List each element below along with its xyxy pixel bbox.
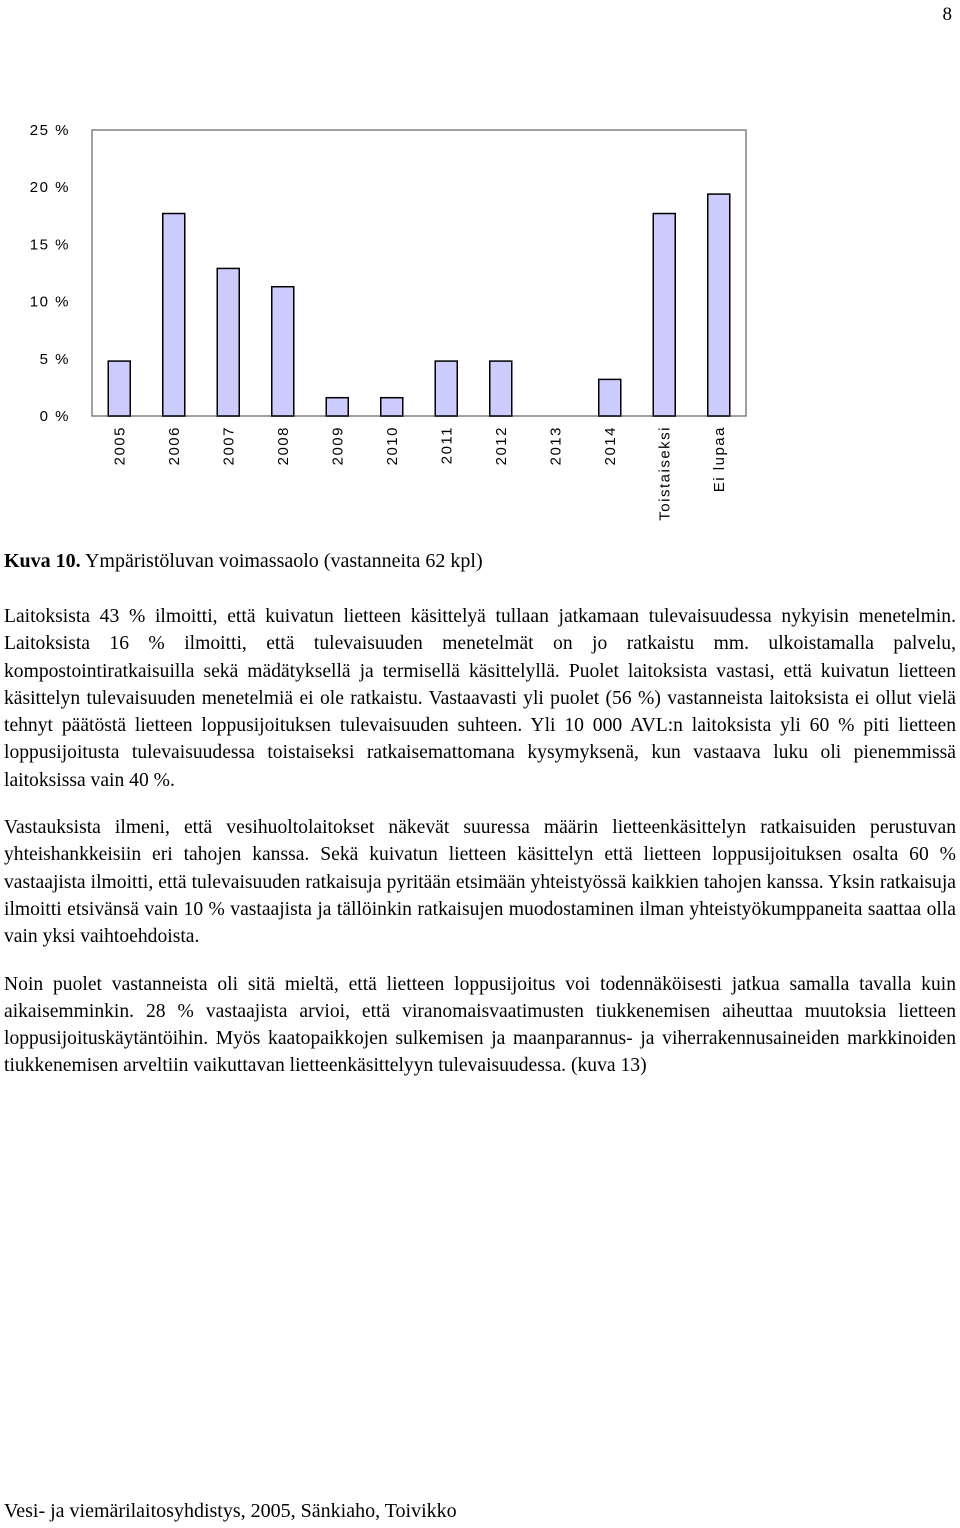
bars — [108, 194, 730, 416]
paragraph: Noin puolet vastanneista oli sitä mieltä, että lietteen loppusijoitus voi todennäköisesti jatkua samalla tavalla kuin aikaisemminkin. 28 % vastaajista arvioi, että viranomaisvaatimusten tiukkenemisen aiheuttaa muutoksia lietteen loppusijoituskäytäntöihin. Myös kaatopaikkojen sulkemisen ja maanparannus- ja viherrakennusaineiden markkinoiden tiukkenemisen arveltiin vaikuttavan lietteenkäsittelyyn tulevaisuudessa. (kuva 13) — [4, 973, 956, 1077]
bar — [435, 361, 457, 416]
plot-frame — [92, 130, 746, 416]
x-category-label: 2014 — [601, 426, 619, 466]
paragraph: Laitoksista 43 % ilmoitti, että kuivatun lietteen käsittelyä tullaan jatkamaan tulevaisuudessa nykyisin menetelmin. Laitoksista 16 % ilmoitti, että tulevaisuuden menetelmät on jo ratkaistu mm. ulkoistamalla palvelu, kompostointiratkaisuilla sekä mädätyksellä ja termisellä käsittelyllä. Puolet laitoksista vastasi, että kuivatun lietteen käsittelyn tulevaisuuden menetelmiä ei ole ratkaistu. Vastaavasti yli puolet (56 %) vastanneista laitoksista ei ollut vielä tehnyt päätöstä lietteen loppusijoituksen tulevaisuuden suhteen. Yli 10 000 AVL:n laitoksista yli 60 % piti lietteen loppusijoitusta tulevaisuudessa toistaiseksi ratkaisemattomana kysymyksenä, kun vastaava luku oli pienemmissä laitoksissa vain 40 %. — [4, 606, 956, 791]
bar-chart — [0, 110, 760, 540]
x-category-label: 2010 — [383, 426, 401, 466]
x-category-label: 2012 — [492, 426, 510, 466]
bar — [490, 361, 512, 416]
bar — [272, 287, 294, 416]
y-tick-label: 5 % — [39, 350, 70, 368]
y-tick-label: 20 % — [29, 179, 70, 197]
figure-caption-text: Ympäristöluvan voimassaolo (vastanneita 62 kpl) — [84, 550, 483, 572]
x-category-label: 2006 — [165, 426, 183, 466]
x-category-label: 2005 — [111, 426, 129, 466]
bar — [108, 361, 130, 416]
y-tick-label: 25 % — [29, 122, 70, 139]
y-tick-label: 15 % — [29, 236, 70, 254]
body-text — [4, 603, 956, 1100]
x-category-label: 2013 — [547, 426, 565, 466]
y-tick-label: 10 % — [29, 293, 70, 311]
bar — [381, 398, 403, 416]
x-category-label: 2008 — [274, 426, 292, 466]
bar — [708, 194, 730, 416]
x-category-label: 2011 — [438, 426, 456, 465]
paragraph: Vastauksista ilmeni, että vesihuoltolaitokset näkevät suuressa määrin lietteenkäsittelyn ratkaisuiden perustuvan yhteishankkeisiin eri tahojen kanssa. Sekä kuivatun lietteen käsittelyn että lietteen loppusijoituksen osalta 60 % vastaajista ilmoitti, että tulevaisuuden ratkaisuja pyritään etsimään yhteistyössä kaikkien tahojen kanssa. Yksin ratkaisuja ilmoitti etsivänsä vain 10 % vastaajista ja tällöinkin ratkaisujen muodostaminen ilman yhteistyökumppaneita saattaa olla vain yksi vaihtoehdoista. — [4, 817, 956, 948]
bar — [163, 214, 185, 416]
bar — [599, 379, 621, 416]
bar — [326, 398, 348, 416]
x-axis-labels — [111, 426, 728, 521]
footer: Vesi- ja viemärilaitosyhdistys, 2005, Sänkiaho, Toivikko — [4, 1500, 457, 1522]
bar — [653, 214, 675, 416]
x-category-label: 2009 — [329, 426, 347, 466]
figure-label: Kuva 10. — [4, 550, 81, 572]
bar — [217, 268, 239, 416]
page-number: 8 — [942, 4, 952, 25]
figure-caption — [4, 548, 956, 575]
x-category-label: 2007 — [220, 426, 238, 466]
x-category-label: Toistaiseksi — [656, 426, 674, 521]
y-axis-labels — [30, 122, 70, 425]
x-category-label: Ei lupaa — [710, 426, 728, 493]
y-tick-label: 0 % — [39, 408, 70, 425]
